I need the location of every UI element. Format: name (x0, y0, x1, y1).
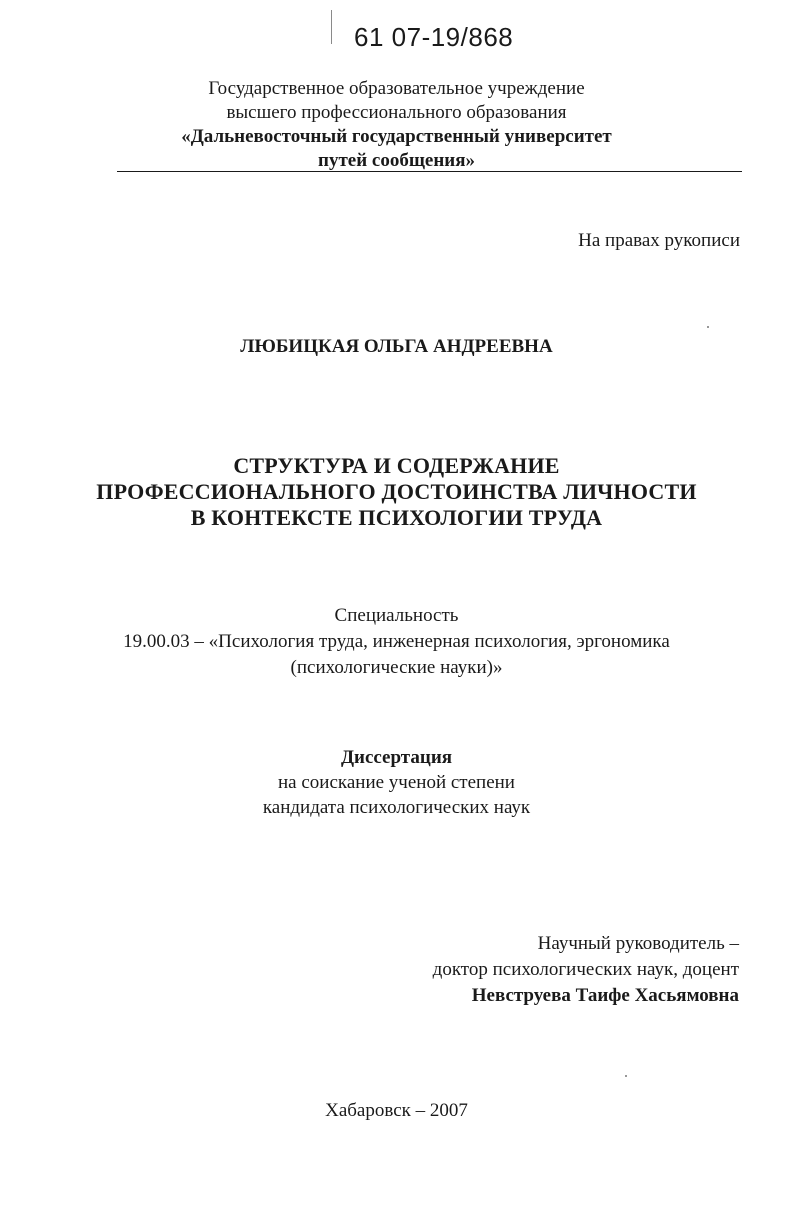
dissertation-block (0, 745, 793, 820)
institution-block (0, 77, 793, 173)
specialty-block (0, 603, 793, 681)
dissertation-line-2: кандидата психологических наук (262, 797, 531, 818)
title-line-1: СТРУКТУРА И СОДЕРЖАНИЕ (233, 453, 560, 478)
supervisor-label: Научный руководитель – (537, 933, 739, 954)
institution-line-4: путей сообщения» (318, 150, 475, 171)
archive-stamp: 61 07-19/868 (354, 22, 514, 52)
scan-speck (625, 1075, 627, 1077)
scan-mark (331, 10, 332, 44)
manuscript-rights-note: На правах рукописи (578, 230, 740, 251)
supervisor-block (379, 931, 739, 1009)
institution-line-3: «Дальневосточный государственный университет (181, 126, 612, 147)
institution-line-2: высшего профессионального образования (226, 102, 567, 123)
specialty-label: Специальность (334, 605, 459, 626)
specialty-line-1: 19.00.03 – «Психология труда, инженерная психология, эргономика (123, 631, 670, 652)
title-line-2: ПРОФЕССИОНАЛЬНОГО ДОСТОИНСТВА ЛИЧНОСТИ (96, 479, 697, 504)
supervisor-degree: доктор психологических наук, доцент (432, 959, 739, 980)
title-line-3: В КОНТЕКСТЕ ПСИХОЛОГИИ ТРУДА (190, 505, 603, 530)
scan-speck (707, 326, 709, 328)
institution-line-1: Государственное образовательное учреждение (208, 78, 585, 99)
specialty-line-2: (психологические науки)» (290, 657, 503, 678)
dissertation-label: Диссертация (340, 747, 453, 768)
dissertation-title (0, 453, 793, 531)
author-name: ЛЮБИЦКАЯ ОЛЬГА АНДРЕЕВНА (240, 336, 553, 357)
city-year: Хабаровск – 2007 (325, 1100, 468, 1121)
dissertation-line-1: на соискание ученой степени (278, 772, 515, 793)
supervisor-name: Невструева Таифе Хасьямовна (471, 985, 739, 1006)
header-divider (117, 171, 742, 172)
